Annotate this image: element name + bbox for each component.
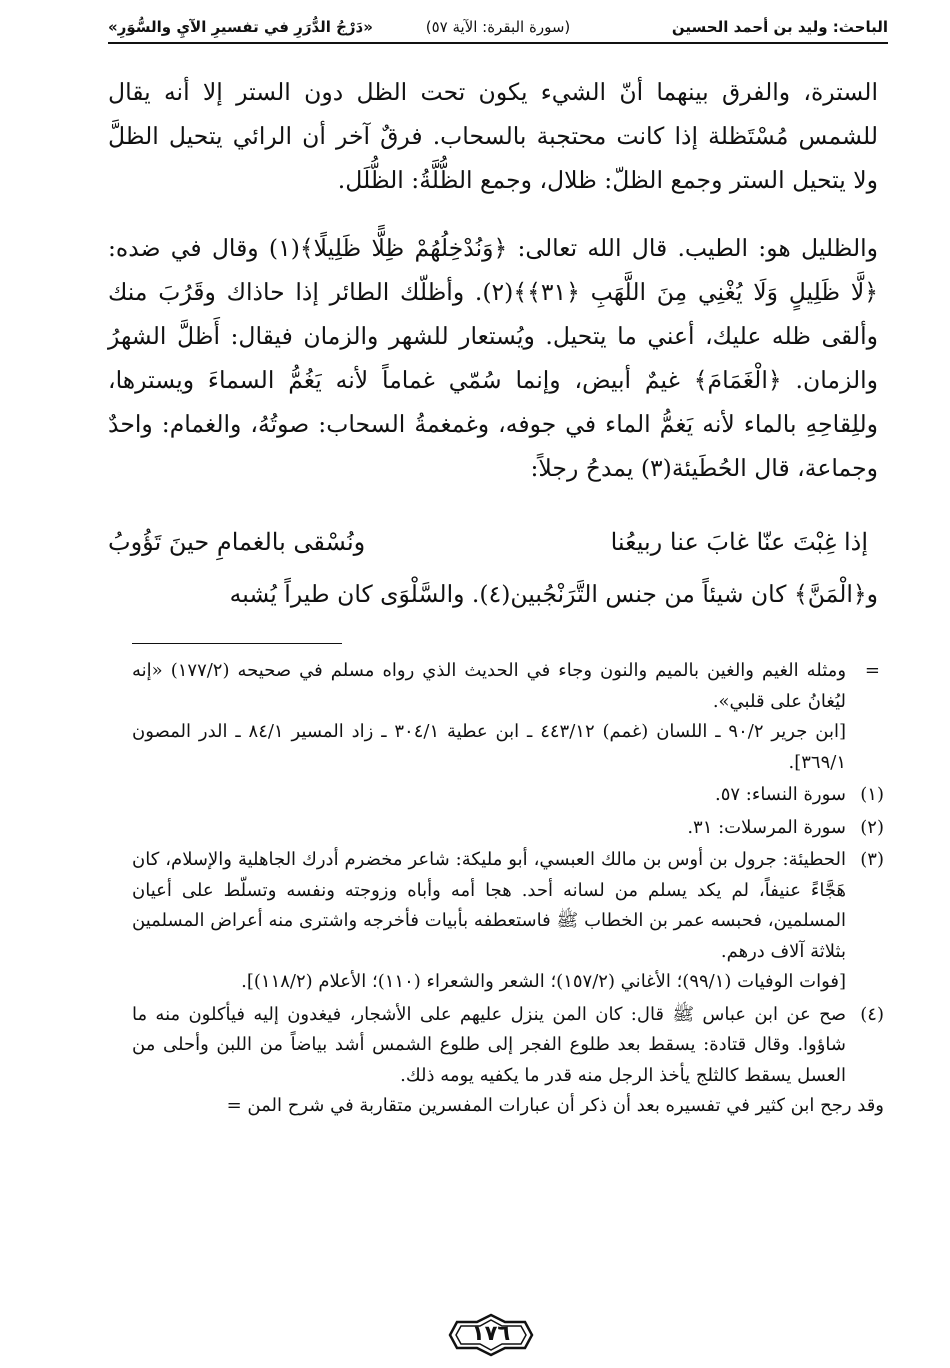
footnote-continuation-text: ومثله الغيم والغين بالميم والنون وجاء في الحديث الذي رواه مسلم في صحيحه (١٧٧/٢) «إنه ليُغانُ على قلبي». — [132, 660, 847, 712]
footnote-3 — [132, 845, 884, 967]
footnote-text: وقد رجح ابن كثير في تفسيره بعد أن ذكر أن عبارات المفسرين متقاربة في شرح المن = — [226, 1095, 884, 1116]
verse-second-hemistich: ونُسْقى بالغمامِ حينَ تَؤُوبُ — [108, 528, 366, 556]
paragraph-3: و﴿الْمَنَّ﴾ كان شيئاً من جنس التَّرَنْجُبين(٤). والسَّلْوَى كان طيراً يُشبه — [229, 580, 878, 608]
header-author: الباحث: وليد بن أحمد الحسين — [671, 18, 888, 36]
footnote-text: صح عن ابن عباس ﷺ قال: كان المن ينزل عليهم على الأشجار، فيغدون إليه فيأكلون منه ما شاؤوا. وقال قتادة: يسقط بعد طلوع الفجر إلى طلوع الشمس أشد بياضاً من اللبن وأحلى من العسل يسقط كالثلج يأخذ الرجل منه قدر ما يكفيه يومه ذلك. — [132, 1003, 846, 1086]
footnote-rule — [132, 643, 342, 644]
footnote-text: سورة النساء: ٥٧. — [714, 784, 846, 805]
footnotes — [132, 656, 884, 1122]
footnote-2 — [132, 813, 884, 844]
header-surah-reference: (سورة البقرة: الآية ٥٧) — [425, 18, 571, 36]
footnote-continuation-sources — [132, 717, 884, 778]
page-number: ١٧٦ — [471, 1321, 511, 1345]
paragraph-2: والظليل هو: الطيب. قال الله تعالى: ﴿وَنُدْخِلُهُمْ ظِلًّا ظَلِيلًا﴾(١) وقال في ضده: ﴿لَّا ظَلِيلٍ وَلَا يُغْنِي مِنَ اللَّهَبِ ﴿٣١﴾﴾(٢). وأظلّك الطائر إذا حاذاك وقَرُبَ منك وألقى ظله عليك، أعني ما يتحيل. ويُستعار للشهر والزمان فيقال: أَظلَّ الشهرُ والزمان. ﴿الْغَمَامَ﴾ غيمٌ أبيض، وإنما سُمّي غماماً لأنه يَغُمُّ السماءَ ويسترها، وللِقاحِهِ بالماء لأنه يَغمُّ الماء في جوفه، وغمغمةُ السحاب: صوتُهُ، والغمام: واحدٌ وجماعة، قال الحُطَيئة(٣) يمدحُ رجلاً: — [108, 234, 878, 482]
sources-text: [فوات الوفيات (٩٩/١)؛ الأغاني (١٥٧/٢)؛ الشعر والشعراء (١١٠)؛ الأعلام (١١٨/٢)]. — [241, 971, 846, 992]
footnote-4-continuation — [132, 1091, 884, 1122]
poem-verse — [108, 520, 878, 572]
footnote-3-sources — [132, 967, 884, 998]
footnote-text: سورة المرسلات: ٣١. — [687, 816, 846, 838]
main-text — [108, 70, 878, 616]
sources-text: [ابن جرير ٩٠/٢ ـ اللسان (غمم) ٤٤٣/١٢ ـ ابن عطية ٣٠٤/١ ـ زاد المسير ٨٤/١ ـ الدر المصون ٣٦٩/١]. — [132, 721, 846, 773]
page-number-ornament — [445, 1312, 537, 1358]
header-book-title: «دَرْجُ الدُّرَرِ في تفسيرِ الآيِ والسُّوَرِ» — [108, 18, 373, 36]
footnote-4 — [132, 1000, 884, 1092]
verse-first-hemistich: إذا غِبْتَ عنّا غابَ عنا ربيعُنا — [610, 528, 868, 556]
paragraph-1: السترة، والفرق بينهما أنّ الشيء يكون تحت الظل دون الستر إلا أنه يقال للشمس مُسْتَظلة إذا كانت محتجبة بالسحاب. فرقٌ آخر أن الرائي يتحيل الظلَّ ولا يتحيل الستر وجمع الظلّ: ظلال، وجمع الظُّلَّةُ: الظُّلَل. — [108, 78, 878, 194]
continuation-marker: = — [864, 660, 880, 681]
footnote-continuation — [132, 656, 884, 717]
footnote-1 — [132, 780, 884, 811]
running-header — [108, 10, 888, 46]
footnote-number: (٢) — [860, 816, 884, 838]
footnote-number: (٣) — [860, 849, 884, 870]
footnote-text: الحطيئة: جرول بن أوس بن مالك العبسي، أبو مليكة: شاعر مخضرم أدرك الجاهلية والإسلام، كان هَجَّاءً عنيفاً، لم يكد يسلم من لسانه أحد. هجا أمه وأباه وزوجته ونفسه وتسلّط على أعيان المسلمين، فحبسه عمر بن الخطاب ﷺ فاستعطفه بأبيات فأخرجه واشترى منه أعراض المسلمين بثلاثة آلاف درهم. — [132, 849, 846, 962]
header-rule — [108, 42, 888, 44]
footnote-number: (١) — [860, 784, 884, 805]
footnote-number: (٤) — [860, 1003, 884, 1025]
